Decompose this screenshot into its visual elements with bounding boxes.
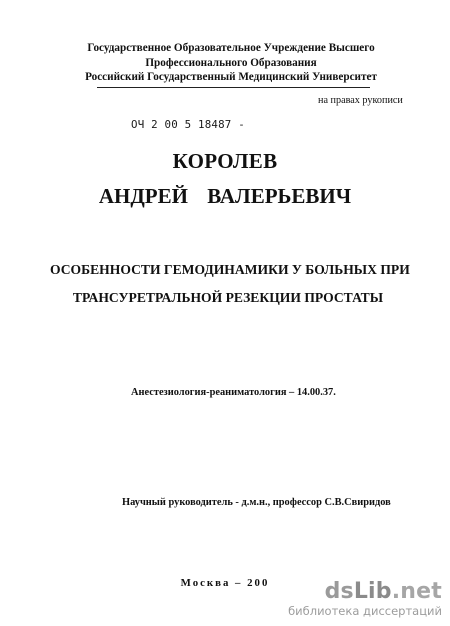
watermark-subtitle: библиотека диссертаций	[288, 604, 442, 618]
institution-line: Профессионального Образования	[145, 56, 317, 69]
author-name: АНДРЕЙ ВАЛЕРЬЕВИЧ	[98, 184, 352, 208]
header-divider	[97, 87, 370, 88]
institution-line: Государственное Образовательное Учреждение Высшего	[87, 42, 375, 54]
dissertation-title	[50, 256, 410, 312]
rights-note: на правах рукописи	[318, 95, 403, 106]
author-surname: КОРОЛЕВ	[172, 149, 278, 173]
watermark-logo-ds: ds	[324, 579, 354, 604]
watermark-logo-net: .net	[391, 579, 442, 604]
institution-header	[60, 41, 402, 85]
title-line: ОСОБЕННОСТИ ГЕМОДИНАМИКИ У БОЛЬНЫХ ПРИ	[50, 262, 410, 277]
library-code-stamp: ОЧ 2 00 5 18487 -	[131, 118, 245, 131]
title-line: ТРАНСУРЕТРАЛЬНОЙ РЕЗЕКЦИИ ПРОСТАТЫ	[72, 290, 384, 305]
watermark-logo-lib: Lib	[353, 579, 392, 604]
institution-line: Российский Государственный Медицинский Университет	[85, 71, 377, 83]
specialty-line: Анестезиология-реаниматология – 14.00.37.	[131, 387, 336, 398]
watermark-logo[interactable]	[288, 581, 442, 603]
watermark[interactable]	[288, 581, 442, 618]
city-year: Москва – 200	[180, 577, 270, 589]
supervisor-line: Научный руководитель - д.м.н., профессор С.В.Свиридов	[122, 497, 391, 508]
